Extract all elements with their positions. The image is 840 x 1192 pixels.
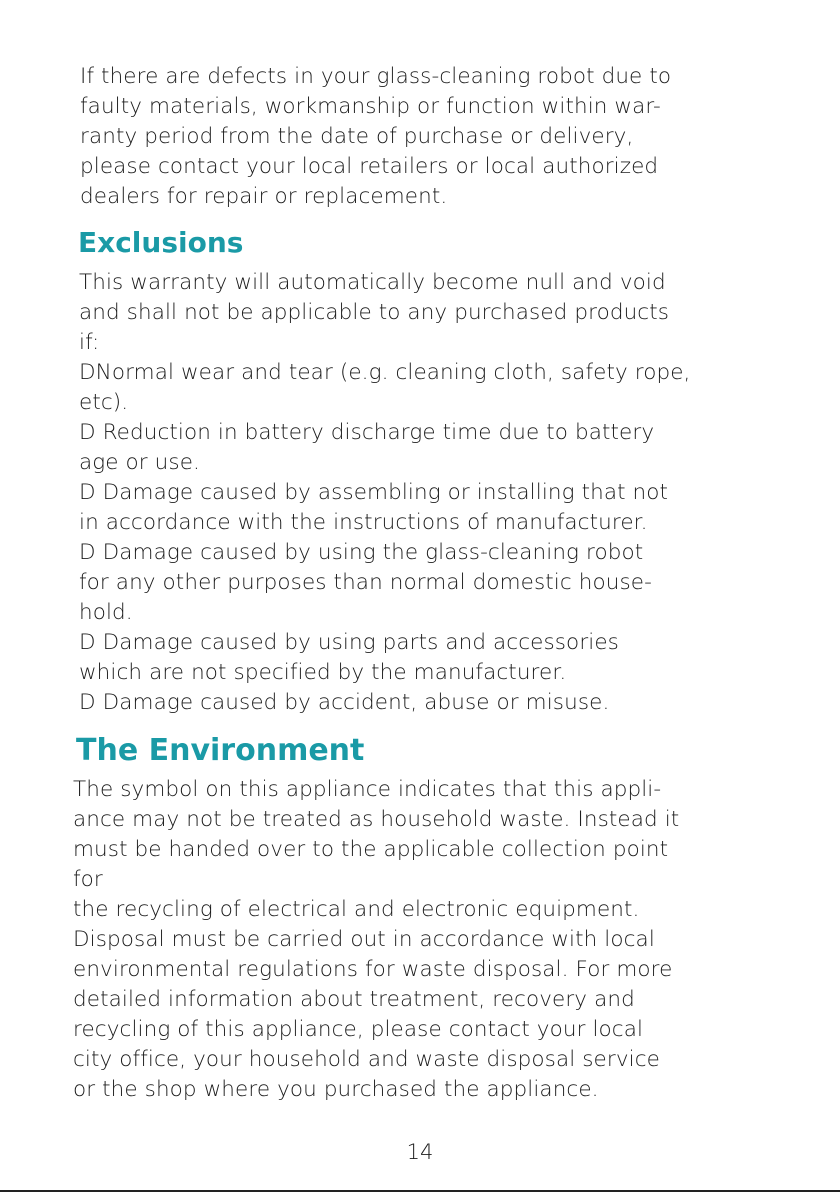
- page-number: 14: [406, 1140, 434, 1164]
- exclusions-heading: Exclusions: [78, 226, 244, 259]
- environment-line: ance may not be treated as household waste. Instead it: [73, 807, 680, 832]
- environment-line: recycling of this appliance, please contact your local: [73, 1017, 644, 1042]
- intro-line: If there are defects in your glass-cleaning robot due to: [80, 64, 672, 89]
- environment-line: environmental regulations for waste disposal. For more: [73, 957, 673, 982]
- environment-heading: The Environment: [76, 733, 365, 768]
- exclusions-line: which are not specified by the manufacturer.: [79, 660, 567, 685]
- exclusions-line: for any other purposes than normal domestic house-: [79, 570, 652, 595]
- intro-line: dealers for repair or replacement.: [80, 184, 448, 209]
- exclusions-line: D Damage caused by assembling or installing that not: [79, 480, 669, 505]
- environment-line: detailed information about treatment, recovery and: [73, 987, 635, 1012]
- intro-line: please contact your local retailers or local authorized: [80, 154, 659, 179]
- exclusions-line: hold.: [79, 600, 133, 625]
- exclusions-line: D Damage caused by accident, abuse or misuse.: [79, 690, 610, 715]
- environment-line: city office, your household and waste disposal service: [73, 1047, 660, 1072]
- exclusions-line: age or use.: [79, 450, 200, 475]
- exclusions-line: etc).: [79, 390, 129, 415]
- exclusions-line: D Damage caused by using the glass-cleaning robot: [79, 540, 644, 565]
- intro-line: ranty period from the date of purchase or delivery,: [80, 124, 634, 149]
- exclusions-line: in accordance with the instructions of manufacturer.: [79, 510, 648, 535]
- exclusions-line: DNormal wear and tear (e.g. cleaning cloth, safety rope,: [79, 360, 691, 385]
- exclusions-line: and shall not be applicable to any purchased products: [79, 300, 670, 325]
- environment-line: the recycling of electrical and electronic equipment.: [73, 897, 640, 922]
- exclusions-line: D Damage caused by using parts and accessories: [79, 630, 619, 655]
- environment-line: for: [73, 867, 103, 892]
- environment-line: Disposal must be carried out in accordance with local: [73, 927, 655, 952]
- intro-line: faulty materials, workmanship or function within war-: [80, 94, 661, 119]
- environment-line: The symbol on this appliance indicates that this appli-: [73, 777, 662, 802]
- exclusions-line: D Reduction in battery discharge time due to battery: [79, 420, 655, 445]
- environment-line: must be handed over to the applicable collection point: [73, 837, 669, 862]
- environment-line: or the shop where you purchased the appliance.: [73, 1077, 599, 1102]
- exclusions-line: This warranty will automatically become null and void: [79, 270, 666, 295]
- exclusions-line: if:: [79, 330, 100, 355]
